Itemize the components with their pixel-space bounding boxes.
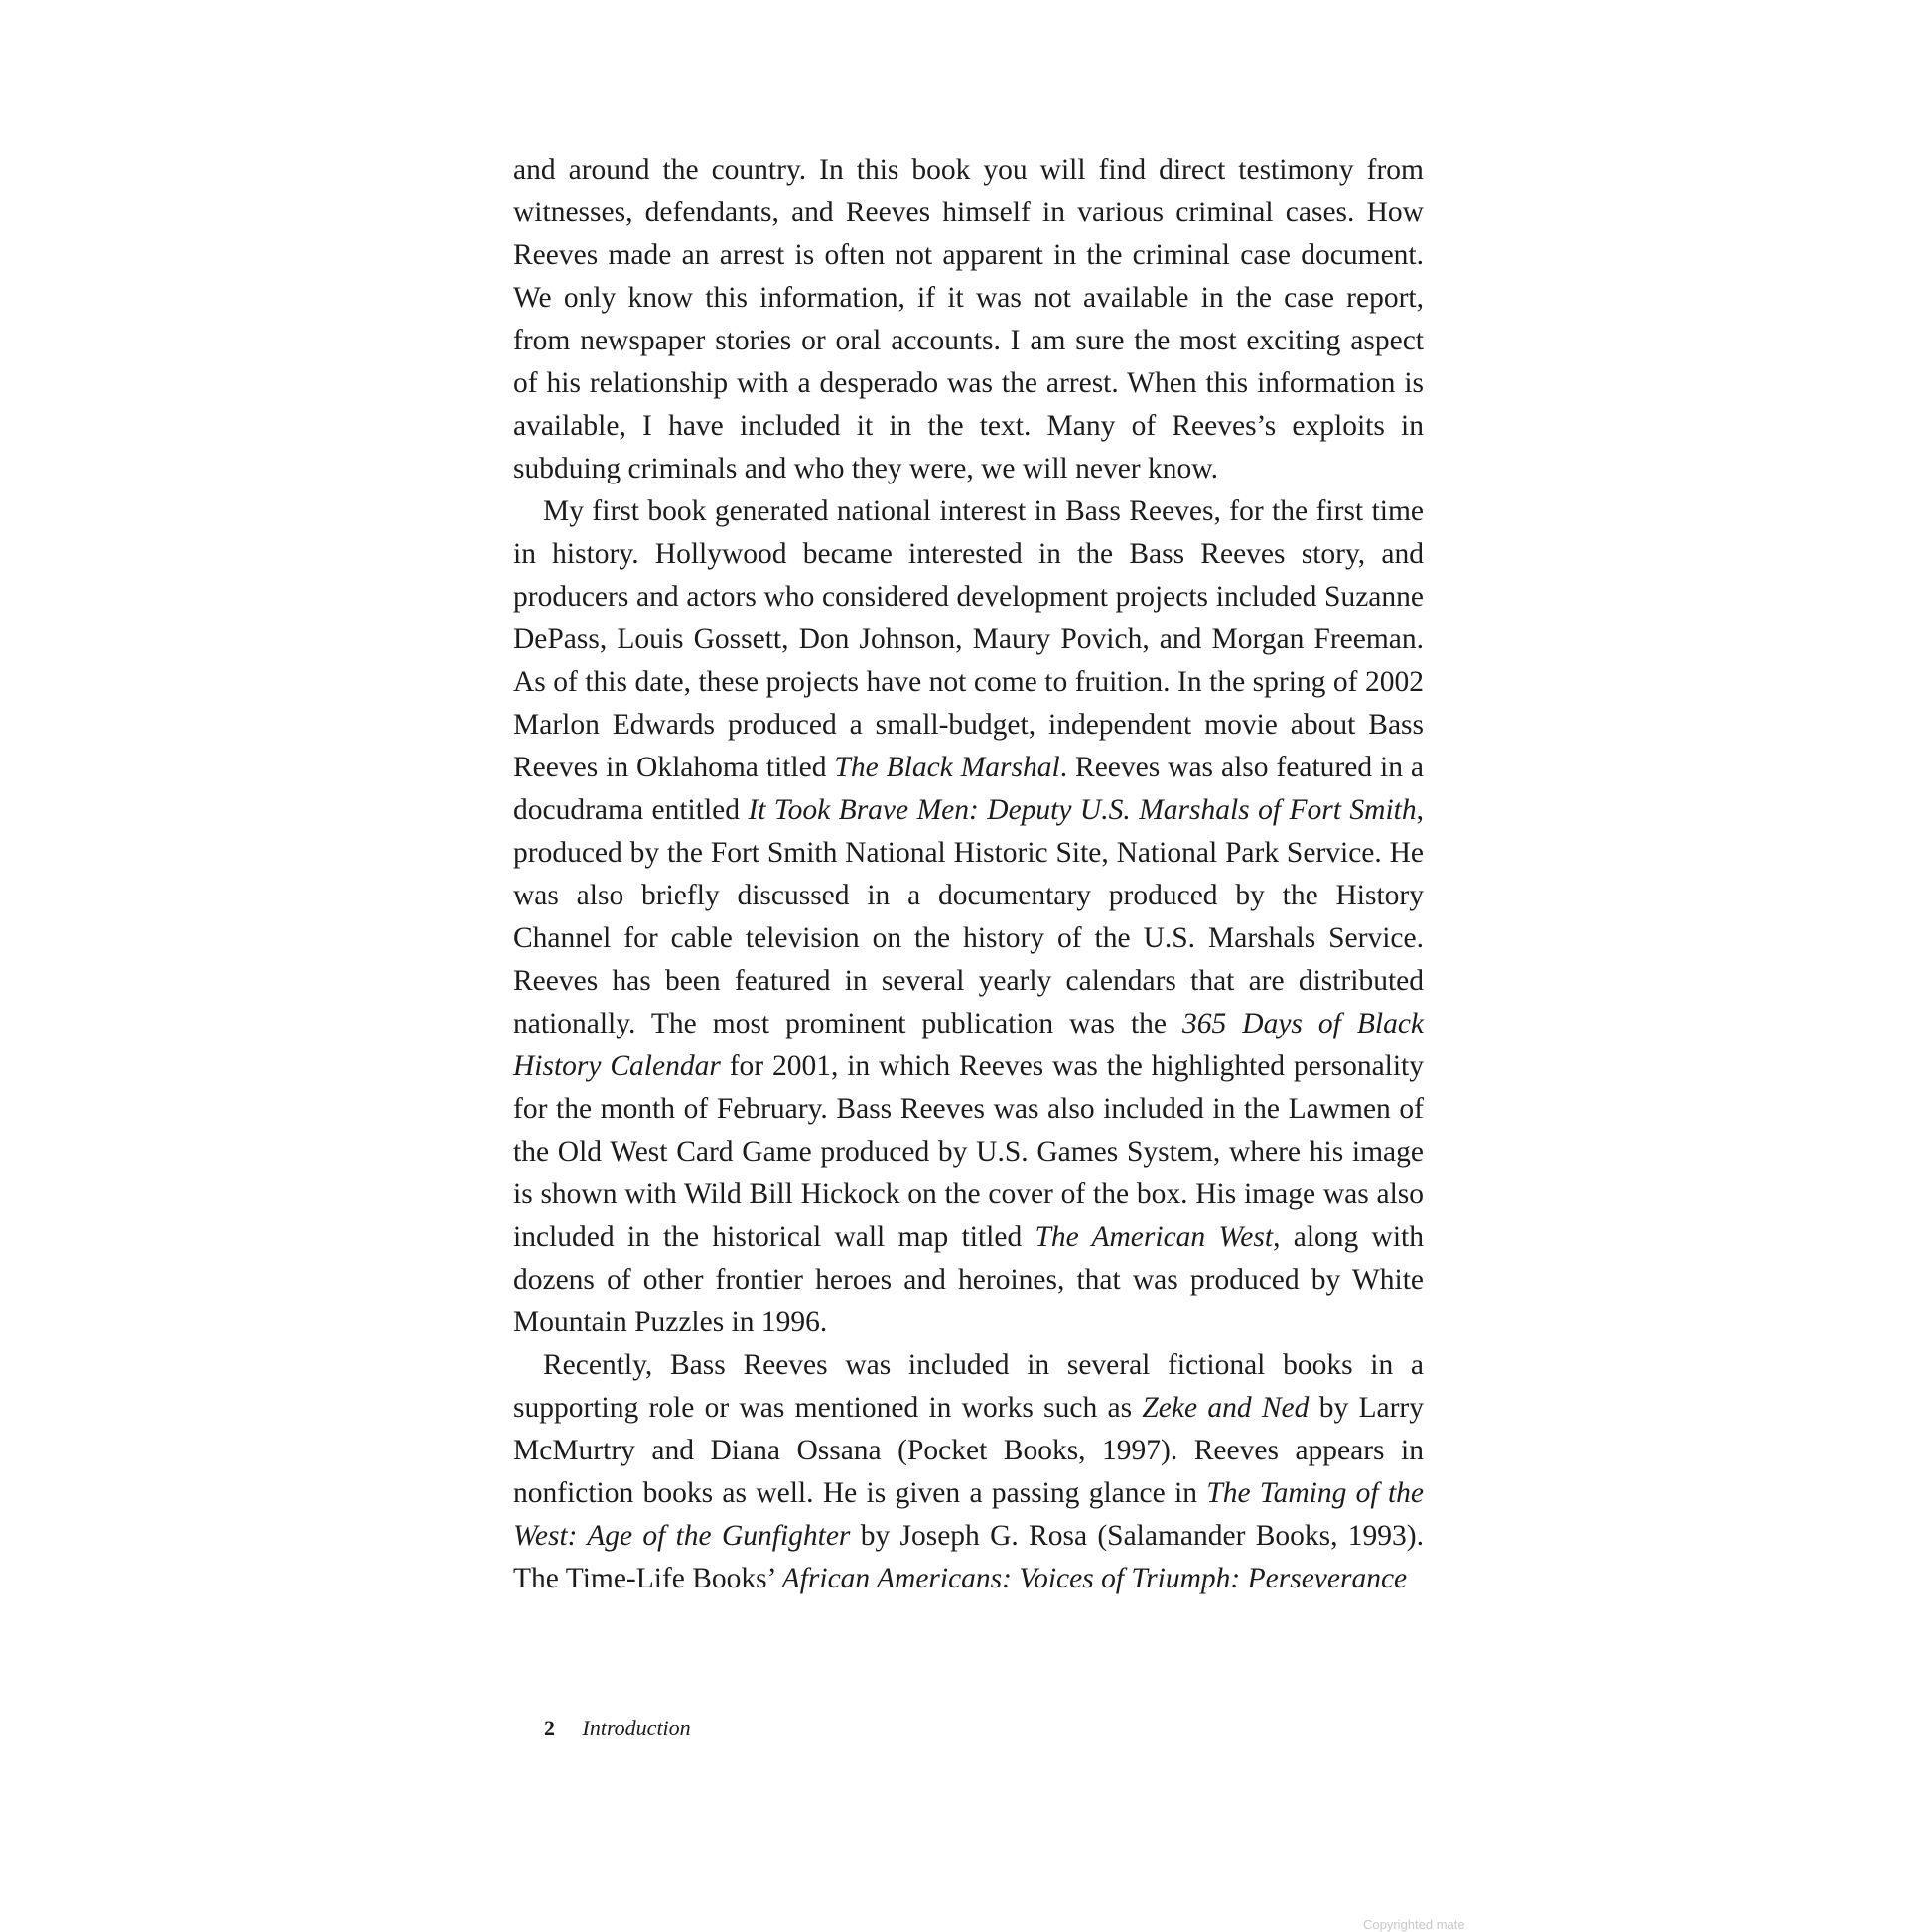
body-text: [513, 149, 1424, 1600]
text-run: , produced by the Fort Smith National Historic Site, National Park Service. He was also briefly discussed in a documentary produced by the History Channel for cable television on the history of the U.S. Marshals Service. Reeves has been featured in several yearly calendars that are distributed nationally. The most prominent publication was the: [513, 794, 1424, 1039]
italic-title: It Took Brave Men: Deputy U.S. Marshals of Fort Smith: [748, 794, 1417, 826]
paragraph-1: [513, 149, 1424, 490]
text-run: Recently, Bass Reeves was included in several fictional books in a supporting role or was mentioned in works such as: [513, 1349, 1424, 1424]
italic-title: African Americans: Voices of Triumph: Perseverance: [781, 1563, 1408, 1594]
page-footer: [544, 1716, 691, 1741]
text-run: by Joseph G. Rosa (Salamander Books, 1993). The Time-Life Books’: [513, 1520, 1424, 1594]
text-run: . Reeves was also featured in a docudrama entitled: [513, 752, 1424, 826]
italic-title: The Taming of the West: Age of the Gunfighter: [513, 1477, 1425, 1552]
page-number: 2: [544, 1716, 555, 1740]
paragraph-2: [513, 490, 1424, 1344]
italic-title: The Black Marshal: [834, 752, 1060, 783]
running-section-title: Introduction: [582, 1716, 691, 1740]
italic-title: Zeke and Ned: [1142, 1392, 1310, 1424]
copyright-watermark: Copyrighted mate: [1363, 1917, 1465, 1932]
text-run: and around the country. In this book you will find direct testimony from witnesses, defendants, and Reeves himself in various criminal cases. How Reeves made an arrest is often not apparent in the criminal case document. We only know this information, if it was not available in the case report, from newspaper stories or oral accounts. I am sure the most exciting aspect of his relationship with a desperado was the arrest. When this information is available, I have included it in the text. Many of Reeves’s exploits in subduing criminals and who they were, we will never know.: [513, 154, 1424, 484]
text-run: My first book generated national interest in Bass Reeves, for the first time in history. Hollywood became interested in the Bass Reeves story, and producers and actors who considered development projects included Suzanne DePass, Louis Gossett, Don Johnson, Maury Povich, and Morgan Freeman. As of this date, these projects have not come to fruition. In the spring of 2002 Marlon Edwards produced a small-budget, independent movie about Bass Reeves in Oklahoma titled: [513, 495, 1424, 783]
italic-title: The American West: [1035, 1221, 1274, 1253]
italic-title: 365 Days of Black History Calendar: [513, 1008, 1425, 1082]
text-run: , along with dozens of other frontier heroes and heroines, that was produced by White Mountain Puzzles in 1996.: [513, 1221, 1424, 1338]
paragraph-3: [513, 1344, 1424, 1600]
text-run: for 2001, in which Reeves was the highlighted personality for the month of February. Bass Reeves was also included in the Lawmen of the Old West Card Game produced by U.S. Games System, where his image is shown with Wild Bill Hickock on the cover of the box. His image was also included in the historical wall map titled: [513, 1050, 1425, 1253]
text-run: by Larry McMurtry and Diana Ossana (Pocket Books, 1997). Reeves appears in nonfiction books as well. He is given a passing glance in: [513, 1392, 1424, 1509]
